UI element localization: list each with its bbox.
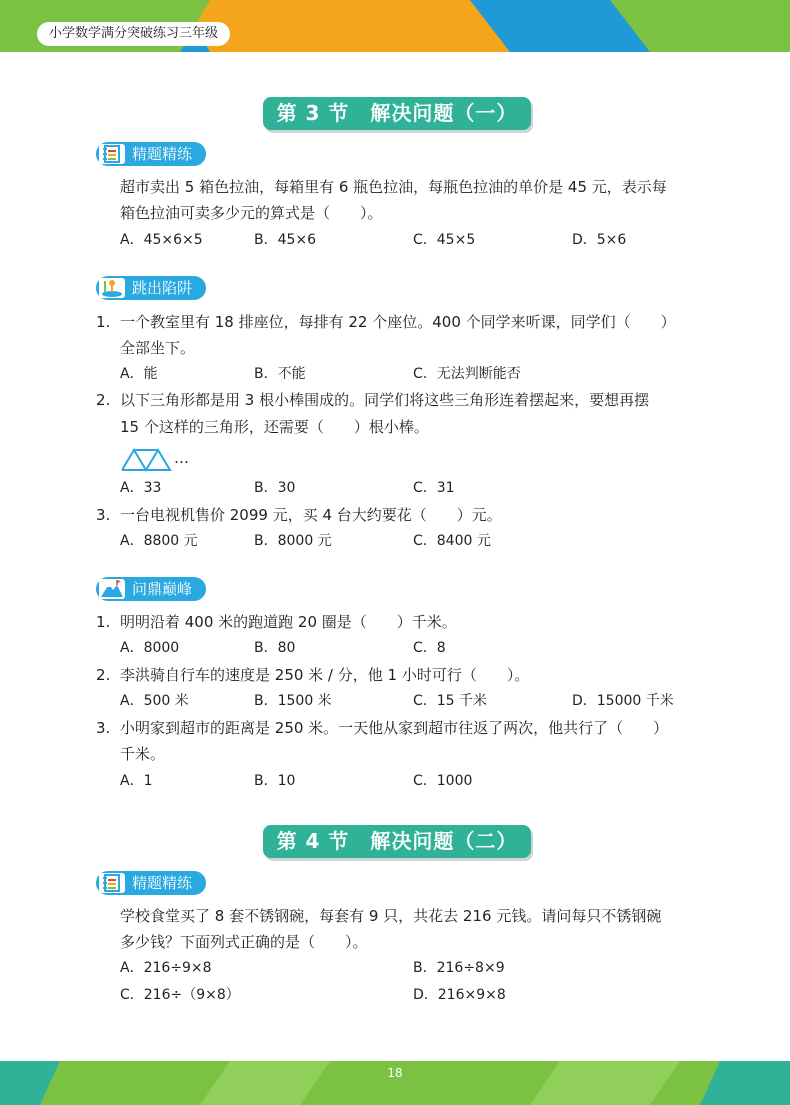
trap-icon <box>99 278 125 298</box>
option-c: C．45×5 <box>413 232 476 248</box>
option-a: A．45×6×5 <box>120 232 203 248</box>
option-b: B．45×6 <box>254 232 317 248</box>
option-c: C．无法判断能否 <box>413 366 521 382</box>
question-line: 箱色拉油可卖多少元的算式是（ ）。 <box>120 204 383 222</box>
option-a: A．500 米 <box>120 693 189 709</box>
question-line: 明明沿着 400 米的跑道跑 20 圈是（ ）千米。 <box>120 613 457 631</box>
notebook-icon <box>99 144 125 164</box>
option-c: C．1000 <box>413 773 473 789</box>
option-d: D．5×6 <box>572 232 627 248</box>
category-label-practice: 精题精练 <box>96 142 206 166</box>
option-d: D．216×9×8 <box>413 987 506 1003</box>
option-c: C．216÷（9×8） <box>120 987 240 1003</box>
option-a: A．1 <box>120 773 153 789</box>
option-b: B．30 <box>254 480 296 496</box>
question-line: 李洪骑自行车的速度是 250 米 / 分，他 1 小时可行（ ）。 <box>120 666 530 684</box>
option-a: A．216÷9×8 <box>120 960 212 976</box>
option-c: C．15 千米 <box>413 693 488 709</box>
option-b: B．80 <box>254 640 296 656</box>
question-line: 小明家到超市的距离是 250 米。一天他从家到超市往返了两次，他共行了（ ） <box>120 719 669 737</box>
question-line: 超市卖出 5 箱色拉油，每箱里有 6 瓶色拉油，每瓶色拉油的单价是 45 元，表示每 <box>120 178 667 196</box>
page-number: 18 <box>387 1066 403 1080</box>
option-a: A．8000 <box>120 640 180 656</box>
section-4-header: 第 4 节 解决问题（二） <box>263 825 531 858</box>
option-b: B．1500 米 <box>254 693 332 709</box>
category-label-practice: 精题精练 <box>96 871 206 895</box>
option-a: A．能 <box>120 366 158 382</box>
question-line: 以下三角形都是用 3 根小棒围成的。同学们将这些三角形连着摆起来，要想再摆 <box>120 391 650 409</box>
option-b: B．216÷8×9 <box>413 960 505 976</box>
option-d: D．15000 千米 <box>572 693 674 709</box>
question-number: 1. <box>96 313 111 331</box>
category-label-trap: 跳出陷阱 <box>96 276 206 300</box>
question-line: 一个教室里有 18 排座位，每排有 22 个座位。400 个同学来听课，同学们（ ） <box>120 313 676 331</box>
question-line: 多少钱？下面列式正确的是（ ）。 <box>120 933 368 951</box>
question-number: 2. <box>96 391 111 409</box>
question-number: 3. <box>96 719 111 737</box>
question-line: 全部坐下。 <box>120 339 196 357</box>
option-a: A．33 <box>120 480 162 496</box>
option-c: C．31 <box>413 480 455 496</box>
book-title: 小学数学满分突破练习三年级 <box>37 22 230 46</box>
option-c: C．8400 元 <box>413 533 491 549</box>
triangles-figure <box>120 448 172 472</box>
figure-ellipsis: … <box>174 449 189 467</box>
category-label-peak: 问鼎巅峰 <box>96 577 206 601</box>
option-b: B．不能 <box>254 366 306 382</box>
peak-icon <box>99 579 125 599</box>
option-b: B．8000 元 <box>254 533 332 549</box>
option-a: A．8800 元 <box>120 533 198 549</box>
question-number: 2. <box>96 666 111 684</box>
section-3-header: 第 3 节 解决问题（一） <box>263 97 531 130</box>
question-line: 千米。 <box>120 745 166 763</box>
question-line: 15 个这样的三角形，还需要（ ）根小棒。 <box>120 418 429 436</box>
option-b: B．10 <box>254 773 296 789</box>
question-line: 学校食堂买了 8 套不锈钢碗，每套有 9 只，共花去 216 元钱。请问每只不锈钢碗 <box>120 907 662 925</box>
question-line: 一台电视机售价 2099 元，买 4 台大约要花（ ）元。 <box>120 506 502 524</box>
question-number: 1. <box>96 613 111 631</box>
question-number: 3. <box>96 506 111 524</box>
option-c: C．8 <box>413 640 446 656</box>
notebook-icon <box>99 873 125 893</box>
